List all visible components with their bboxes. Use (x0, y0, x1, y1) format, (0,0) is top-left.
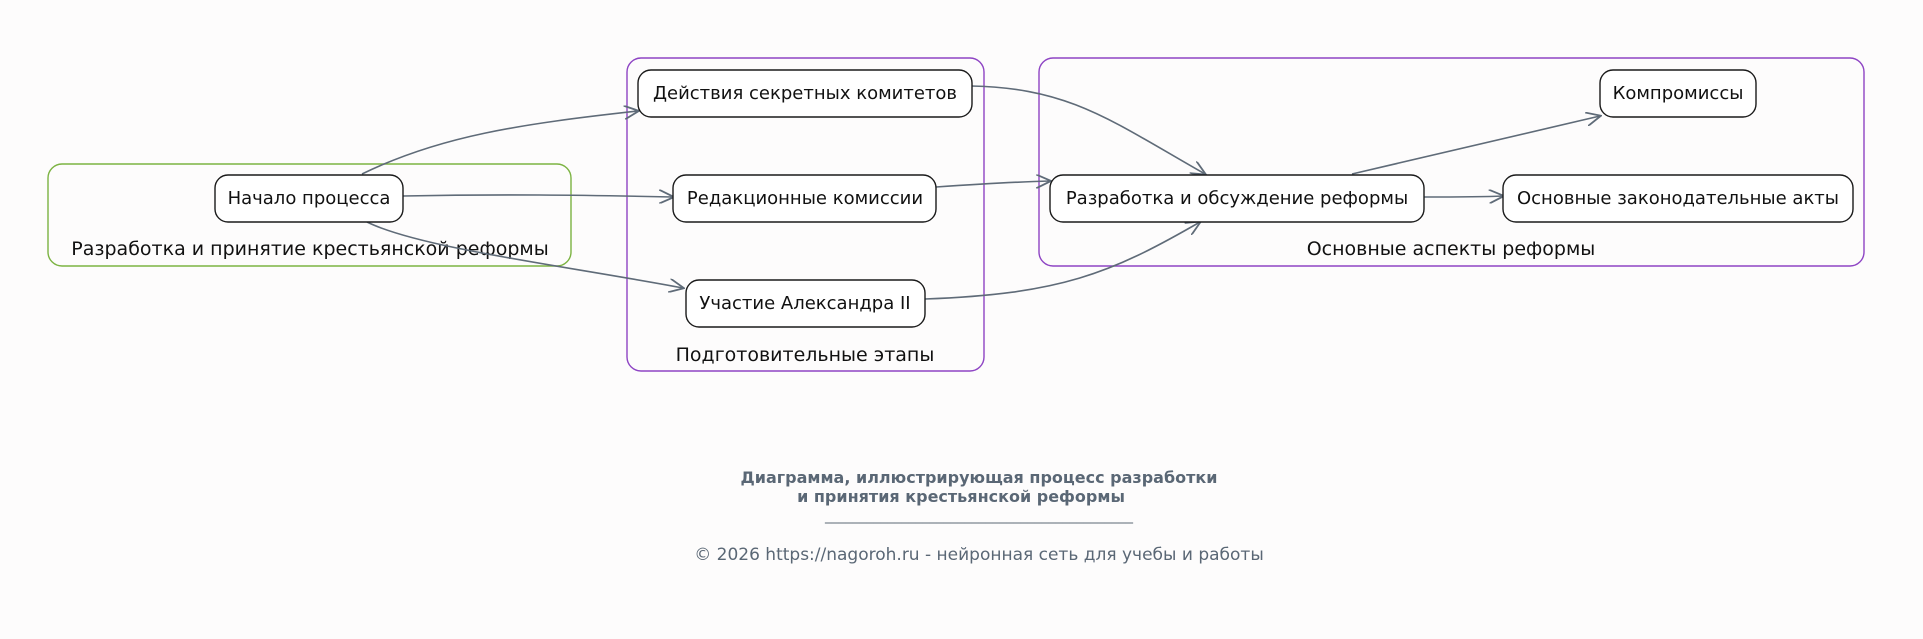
node-alexander (686, 280, 925, 327)
node-editorial-commissions (673, 175, 936, 222)
caption-separator: ____________________________________________ (825, 508, 1133, 524)
node-compromises (1600, 70, 1756, 117)
node-start (215, 175, 403, 222)
caption-line-2: и принятия крестьянской реформы (797, 487, 1125, 506)
footer-copyright: © 2026 https://nagoroh.ru - нейронная сеть для учебы и работы (694, 545, 1264, 565)
cluster-aspects-label: Основные аспекты реформы (1306, 238, 1596, 260)
node-compromises-label: Компромиссы (1612, 83, 1744, 104)
edge-secret-committees-to-reform (971, 86, 1205, 174)
edge-editorial-commissions-to-reform (936, 181, 1050, 187)
node-alexander-label: Участие Александра II (699, 293, 911, 314)
node-editorial-commissions-label: Редакционные комиссии (686, 188, 924, 209)
node-legislative-acts (1503, 175, 1853, 222)
edge-reform-to-compromises (1352, 116, 1600, 174)
node-legislative-acts-label: Основные законодательные акты (1516, 188, 1840, 209)
caption-line-1: Диаграмма, иллюстрирующая процесс разработки (740, 468, 1218, 487)
cluster-development-label: Разработка и принятие крестьянской реформы (71, 238, 549, 260)
node-secret-committees (638, 70, 972, 117)
edge-alexander-to-reform (925, 222, 1200, 299)
node-start-label: Начало процесса (227, 188, 391, 209)
cluster-preparatory-label: Подготовительные этапы (675, 344, 935, 366)
node-secret-committees-label: Действия секретных комитетов (652, 83, 958, 104)
edge-start-to-editorial-commissions (403, 195, 673, 197)
node-reform-discussion-label: Разработка и обсуждение реформы (1065, 188, 1409, 209)
caption (694, 468, 1264, 565)
node-reform-discussion (1050, 175, 1424, 222)
edge-reform-to-legislative-acts (1424, 196, 1503, 197)
